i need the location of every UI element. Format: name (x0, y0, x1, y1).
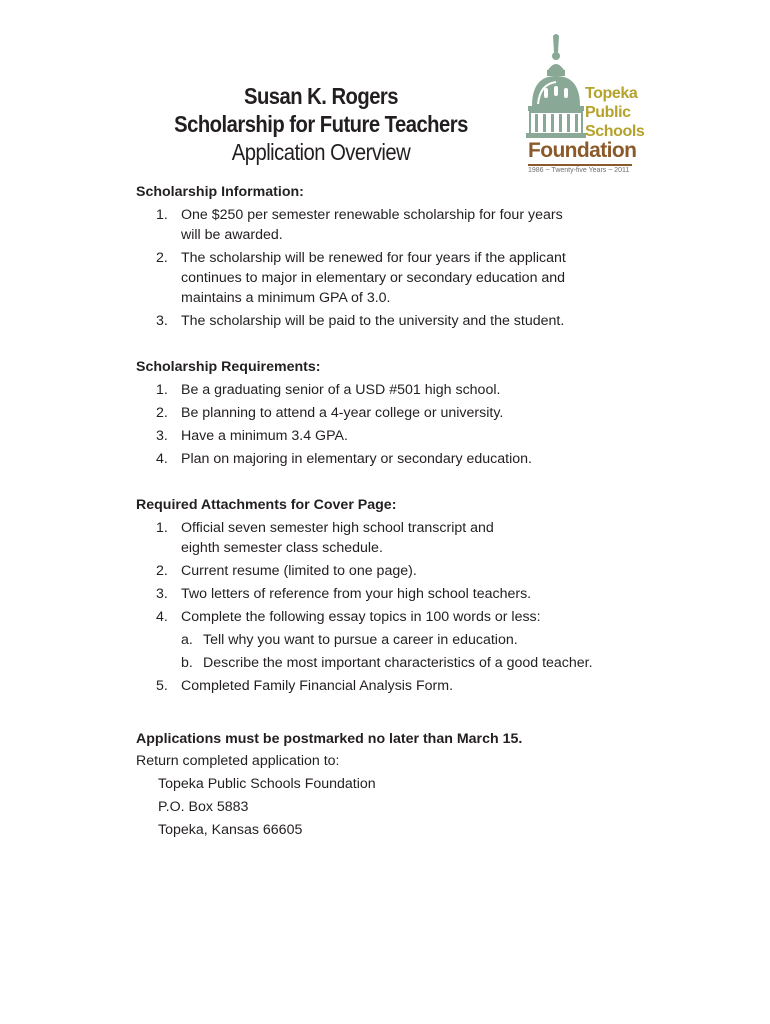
logo-years: 1986 ~ Twenty-five Years ~ 2011 (528, 167, 630, 174)
item-number: 1. (156, 382, 168, 398)
item-number: 1. (156, 207, 168, 223)
item-text-line: maintains a minimum GPA of 3.0. (181, 290, 391, 306)
mailing-address (136, 773, 616, 842)
item-number: 2. (156, 405, 168, 421)
address-line: Topeka, Kansas 66605 (158, 822, 303, 838)
list-item (136, 561, 616, 581)
section-closing (136, 728, 616, 842)
item-text-line: Have a minimum 3.4 GPA. (181, 428, 348, 444)
document-body (136, 183, 616, 842)
list-item (136, 584, 616, 604)
item-text-line: continues to major in elementary or secondary education and (181, 270, 566, 286)
item-text-line: eighth semester class schedule. (181, 540, 383, 556)
item-text-line: The scholarship will be paid to the university and the student. (181, 313, 565, 329)
return-instruction: Return completed application to: (136, 753, 340, 769)
section-required-attachments (136, 496, 616, 696)
info-list (136, 205, 616, 331)
sub-item-letter: a. (181, 632, 193, 648)
list-item (136, 426, 616, 446)
item-text-line: Be a graduating senior of a USD #501 high school. (181, 382, 501, 398)
section-heading: Scholarship Information: (136, 184, 304, 200)
item-text-line: Complete the following essay topics in 100 words or less: (181, 609, 541, 625)
list-item (136, 403, 616, 423)
item-text-line: will be awarded. (181, 227, 283, 243)
address-line: P.O. Box 5883 (158, 799, 249, 815)
requirements-list (136, 380, 616, 469)
logo-divider (528, 164, 632, 166)
logo-public: Public (585, 104, 631, 121)
title-line-3: Application Overview (231, 139, 411, 165)
logo-topeka: Topeka (585, 85, 638, 102)
item-number: 3. (156, 428, 168, 444)
list-item (136, 205, 616, 245)
item-text-line: Plan on majoring in elementary or secondary education. (181, 451, 532, 467)
item-number: 1. (156, 520, 168, 536)
item-text-line: Current resume (limited to one page). (181, 563, 417, 579)
item-number: 5. (156, 678, 168, 694)
address-line: Topeka Public Schools Foundation (158, 776, 376, 792)
list-item (136, 380, 616, 400)
document-title (140, 82, 502, 166)
item-text-line: Completed Family Financial Analysis Form. (181, 678, 454, 694)
item-number: 4. (156, 451, 168, 467)
list-item (136, 518, 616, 558)
sub-item-text: Tell why you want to pursue a career in education. (203, 632, 518, 648)
section-heading: Required Attachments for Cover Page: (136, 497, 397, 513)
capitol-dome-icon (526, 32, 586, 140)
item-text-line: One $250 per semester renewable scholarship for four years (181, 207, 563, 223)
item-text-line: Official seven semester high school transcript and (181, 520, 494, 536)
item-number: 2. (156, 250, 168, 266)
section-scholarship-requirements (136, 358, 616, 469)
sub-list-item (181, 630, 616, 650)
list-item (136, 311, 616, 331)
sub-item-letter: b. (181, 655, 193, 671)
logo-foundation: Foundation (528, 139, 637, 162)
item-number: 2. (156, 563, 168, 579)
item-number: 3. (156, 586, 168, 602)
list-item (136, 676, 616, 696)
item-number: 4. (156, 609, 168, 625)
list-item (136, 449, 616, 469)
item-text-line: Be planning to attend a 4-year college or university. (181, 405, 504, 421)
attachments-list (136, 518, 616, 696)
list-item (136, 248, 616, 308)
title-line-1: Susan K. Rogers (243, 83, 399, 109)
sub-item-text: Describe the most important characteristics of a good teacher. (203, 655, 593, 671)
item-text-line: Two letters of reference from your high school teachers. (181, 586, 532, 602)
section-scholarship-information (136, 183, 616, 331)
item-number: 3. (156, 313, 168, 329)
title-line-2: Scholarship for Future Teachers (174, 111, 468, 137)
essay-topics-list (181, 630, 616, 673)
sub-list-item (181, 653, 616, 673)
item-text-line: The scholarship will be renewed for four years if the applicant (181, 250, 566, 266)
section-heading: Scholarship Requirements: (136, 359, 321, 375)
logo-schools: Schools (585, 123, 645, 140)
deadline-notice: Applications must be postmarked no later than March 15. (136, 731, 523, 747)
foundation-logo (520, 32, 645, 180)
list-item (136, 607, 616, 673)
